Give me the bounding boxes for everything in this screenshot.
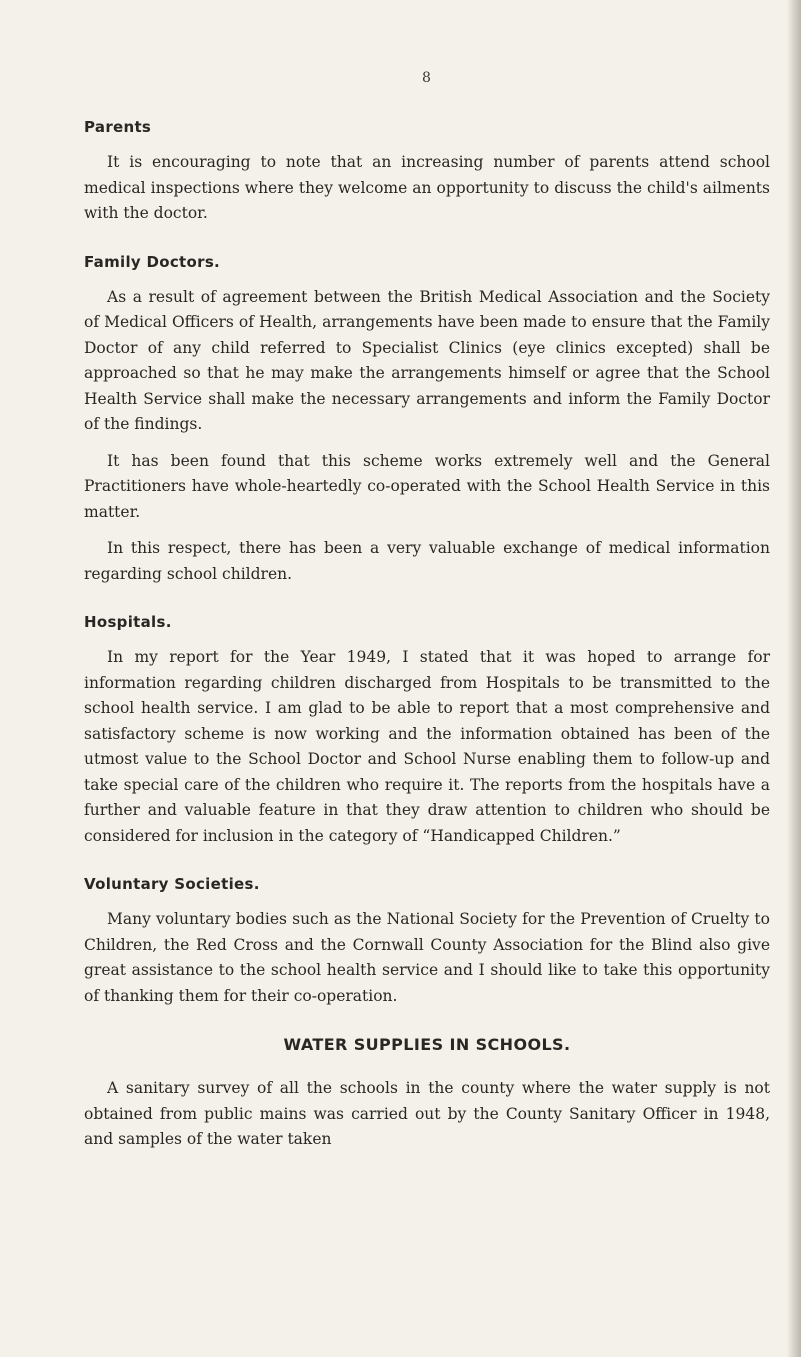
section-heading: Parents — [84, 118, 152, 136]
section-heading: Family Doctors. — [84, 252, 221, 271]
paragraph: As a result of agreement between the British Medical Association and the Society of Medical Officers of Health, arrangements have been made to ensure that the Family Doctor of any child referred to Specialist Clinics (eye clinics excepted) shall be approached so that he may make the arrangements himself or agree that the School Health Service shall make the necessary arrangements and inform the Family Doctor of the findings. — [84, 287, 770, 433]
section-water-supplies — [84, 1035, 770, 1153]
section-voluntary-societies — [84, 875, 770, 1009]
paragraph: In my report for the Year 1949, I stated that it was hoped to arrange for information regarding children discharged from Hospitals to be transmitted to the school health service. I am glad to be able to report that a most comprehensive and satisfactory scheme is now working and the information obtained has been of the utmost value to the School Doctor and School Nurse enabling them to follow-up and take special care of the children who require it. The reports from the hospitals have a further and valuable feature in that they draw attention to children who should be considered for inclusion in the category of “Handicapped Children.” — [84, 648, 770, 845]
section-parents — [84, 118, 770, 227]
paragraph: Many voluntary bodies such as the National Society for the Prevention of Cruelty to Children, the Red Cross and the Cornwall County Association for the Blind also give great assistance to the school health service and I should like to take this opportunity of thanking them for their co-operation. — [84, 910, 770, 1005]
paragraph: It has been found that this scheme works extremely well and the General Practitioners have whole-heartedly co-operated with the School Health Service in this matter. — [84, 451, 770, 521]
paragraph: In this respect, there has been a very valuable exchange of medical information regarding school children. — [84, 539, 770, 583]
section-heading: Hospitals. — [84, 613, 172, 631]
document-body — [84, 118, 770, 1179]
page-number: 8 — [422, 70, 431, 86]
page-edge-shadow — [787, 0, 801, 1357]
chapter-heading: WATER SUPPLIES IN SCHOOLS. — [283, 1035, 571, 1054]
section-hospitals — [84, 613, 770, 849]
paragraph: A sanitary survey of all the schools in the county where the water supply is not obtained from public mains was carried out by the County Sanitary Officer in 1948, and samples of the water taken — [84, 1079, 770, 1148]
section-heading: Voluntary Societies. — [84, 875, 260, 893]
section-family-doctors — [84, 253, 770, 588]
paragraph: It is encouraging to note that an increasing number of parents attend school medical inspections where they welcome an opportunity to discuss the child's ailments with the doctor. — [84, 153, 770, 222]
